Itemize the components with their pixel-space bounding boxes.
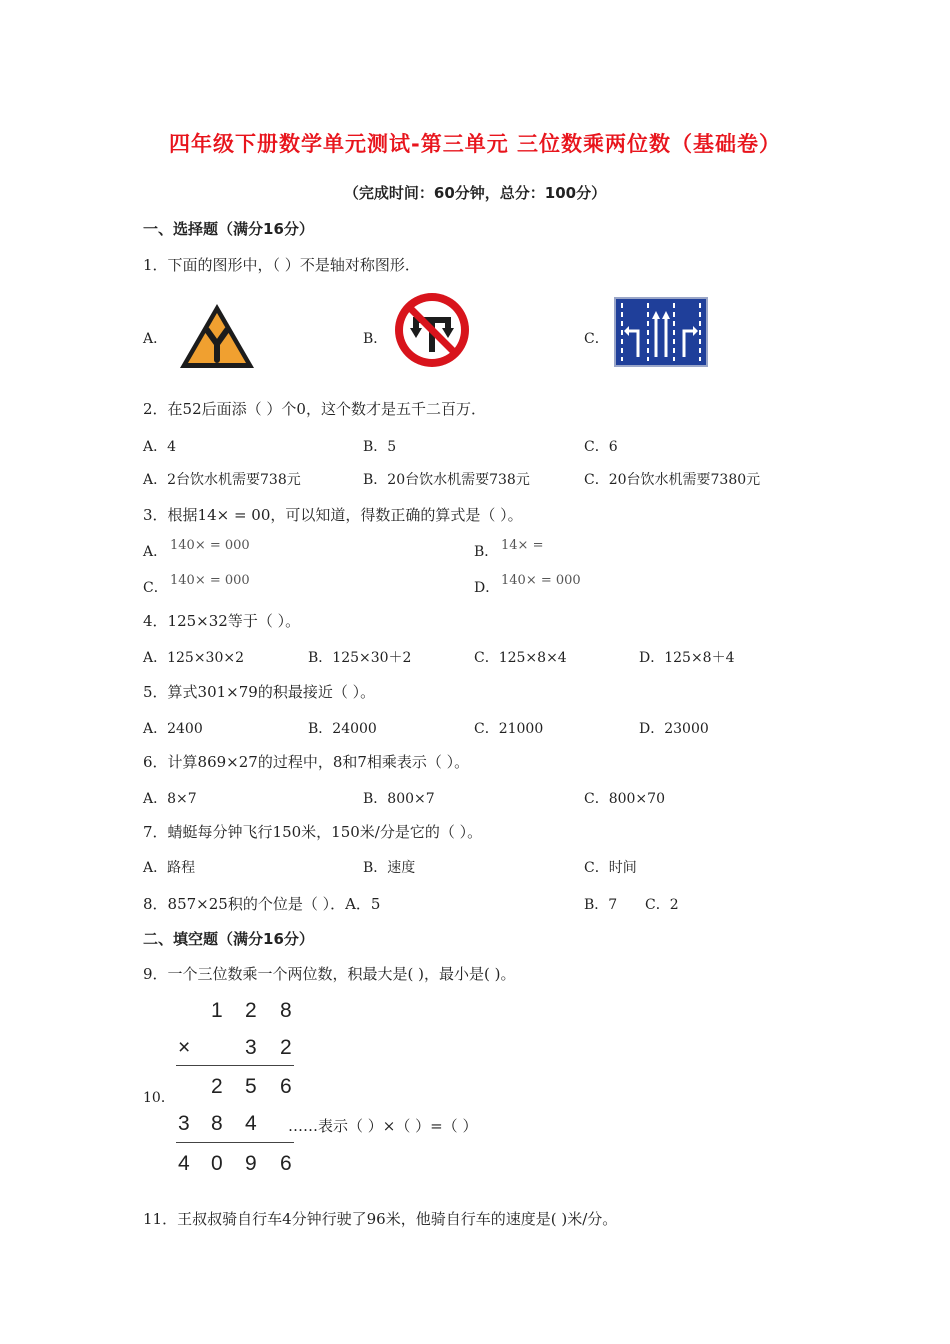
q7-option-b[interactable]: B．速度 <box>363 860 416 876</box>
lane-direction-sign-icon <box>614 297 708 367</box>
q3-option-a-label[interactable]: A． <box>143 544 168 560</box>
row1-digit: 2 <box>245 999 257 1022</box>
q7-option-a[interactable]: A．路程 <box>143 860 196 876</box>
fork-road-warning-sign-icon <box>176 300 258 372</box>
row4-digit: 3 <box>178 1112 190 1135</box>
row2-digit: 2 <box>280 1036 292 1059</box>
q3-option-c-label[interactable]: C． <box>143 580 168 596</box>
question-1: 1．下面的图形中，（ ）不是轴对称图形． <box>143 256 420 274</box>
divider-line <box>176 1142 294 1143</box>
q5-option-d[interactable]: D．23000 <box>639 721 709 737</box>
q1-option-a-label[interactable]: A． <box>143 331 168 347</box>
row1-digit: 8 <box>280 999 292 1022</box>
q6-option-a[interactable]: A．8×7 <box>143 791 197 807</box>
q6-option-b[interactable]: B．800×7 <box>363 791 435 807</box>
no-straight-turn-sign-icon <box>392 290 474 370</box>
page-title: 四年级下册数学单元测试-第三单元 三位数乘两位数（基础卷） <box>168 132 782 156</box>
q8-option-b[interactable]: B．7 <box>584 897 618 913</box>
q2-option-c[interactable]: C．6 <box>584 439 618 455</box>
question-3: 3．根据14× = 00，可以知道，得数正确的算式是（ ）。 <box>143 506 523 524</box>
q7-option-c[interactable]: C．时间 <box>584 860 637 876</box>
q3-option-d-expression: 140× = 000 <box>501 573 581 588</box>
row3-digit: 6 <box>280 1075 292 1098</box>
row5-digit: 6 <box>280 1152 292 1175</box>
q1-option-b-label[interactable]: B． <box>363 331 388 347</box>
question-8: 8．857×25积的个位是（ ）．A．5 <box>143 895 381 913</box>
row5-digit: 4 <box>178 1152 190 1175</box>
q3-option-d-label[interactable]: D． <box>474 580 500 596</box>
q10-note: ……表示（ ）×（ ）=（ ） <box>288 1117 478 1135</box>
q4-option-a[interactable]: A．125×30×2 <box>143 650 245 666</box>
section-heading-choice: 一、选择题（满分16分） <box>143 220 314 238</box>
q3-option-a-expression: 140× = 000 <box>170 538 250 553</box>
row2-digit: 3 <box>245 1036 257 1059</box>
q5-option-b[interactable]: B．24000 <box>308 721 377 737</box>
q5-option-c[interactable]: C．21000 <box>474 721 544 737</box>
question-5: 5．算式301×79的积最接近（ ）。 <box>143 683 376 701</box>
question-9: 9．一个三位数乘一个两位数，积最大是( )，最小是( )。 <box>143 965 516 983</box>
q3-option-b-label[interactable]: B． <box>474 544 499 560</box>
q4-option-b[interactable]: B．125×30＋2 <box>308 650 412 666</box>
q3-option-b-expression: 14× = <box>501 538 544 553</box>
question-10-label: 10． <box>143 1090 175 1106</box>
q8-option-c[interactable]: C．2 <box>645 897 679 913</box>
question-7: 7．蜻蜓每分钟飞行150米，150米/分是它的（ ）。 <box>143 823 483 841</box>
q2-option-a[interactable]: A．4 <box>143 439 177 455</box>
q2-option-b[interactable]: B．5 <box>363 439 397 455</box>
row5-digit: 0 <box>211 1152 223 1175</box>
q1-option-c-label[interactable]: C． <box>584 331 609 347</box>
divider-line <box>176 1065 294 1066</box>
row1-digit: 1 <box>211 999 223 1022</box>
q4-option-c[interactable]: C．125×8×4 <box>474 650 567 666</box>
page-subtitle: （完成时间：60分钟，总分：100分） <box>343 184 607 202</box>
extra-option-b[interactable]: B．20台饮水机需要738元 <box>363 472 530 488</box>
q4-option-d[interactable]: D．125×8＋4 <box>639 650 735 666</box>
row4-digit: 8 <box>211 1112 223 1135</box>
question-4: 4．125×32等于（ ）。 <box>143 612 301 630</box>
section-heading-fill: 二、填空题（满分16分） <box>143 930 314 948</box>
question-6: 6．计算869×27的过程中，8和7相乘表示（ ）。 <box>143 753 470 771</box>
q3-option-c-expression: 140× = 000 <box>170 573 250 588</box>
extra-option-c[interactable]: C．20台饮水机需要7380元 <box>584 472 761 488</box>
row3-digit: 5 <box>245 1075 257 1098</box>
question-2: 2．在52后面添（ ）个0，这个数才是五千二百万． <box>143 400 486 418</box>
question-11: 11．王叔叔骑自行车4分钟行驶了96米，他骑自行车的速度是( )米/分。 <box>143 1210 618 1228</box>
q6-option-c[interactable]: C．800×70 <box>584 791 665 807</box>
times-sign: × <box>178 1036 191 1059</box>
q5-option-a[interactable]: A．2400 <box>143 721 203 737</box>
row4-digit: 4 <box>245 1112 257 1135</box>
row5-digit: 9 <box>245 1152 257 1175</box>
extra-option-a[interactable]: A．2台饮水机需要738元 <box>143 472 301 488</box>
row3-digit: 2 <box>211 1075 223 1098</box>
